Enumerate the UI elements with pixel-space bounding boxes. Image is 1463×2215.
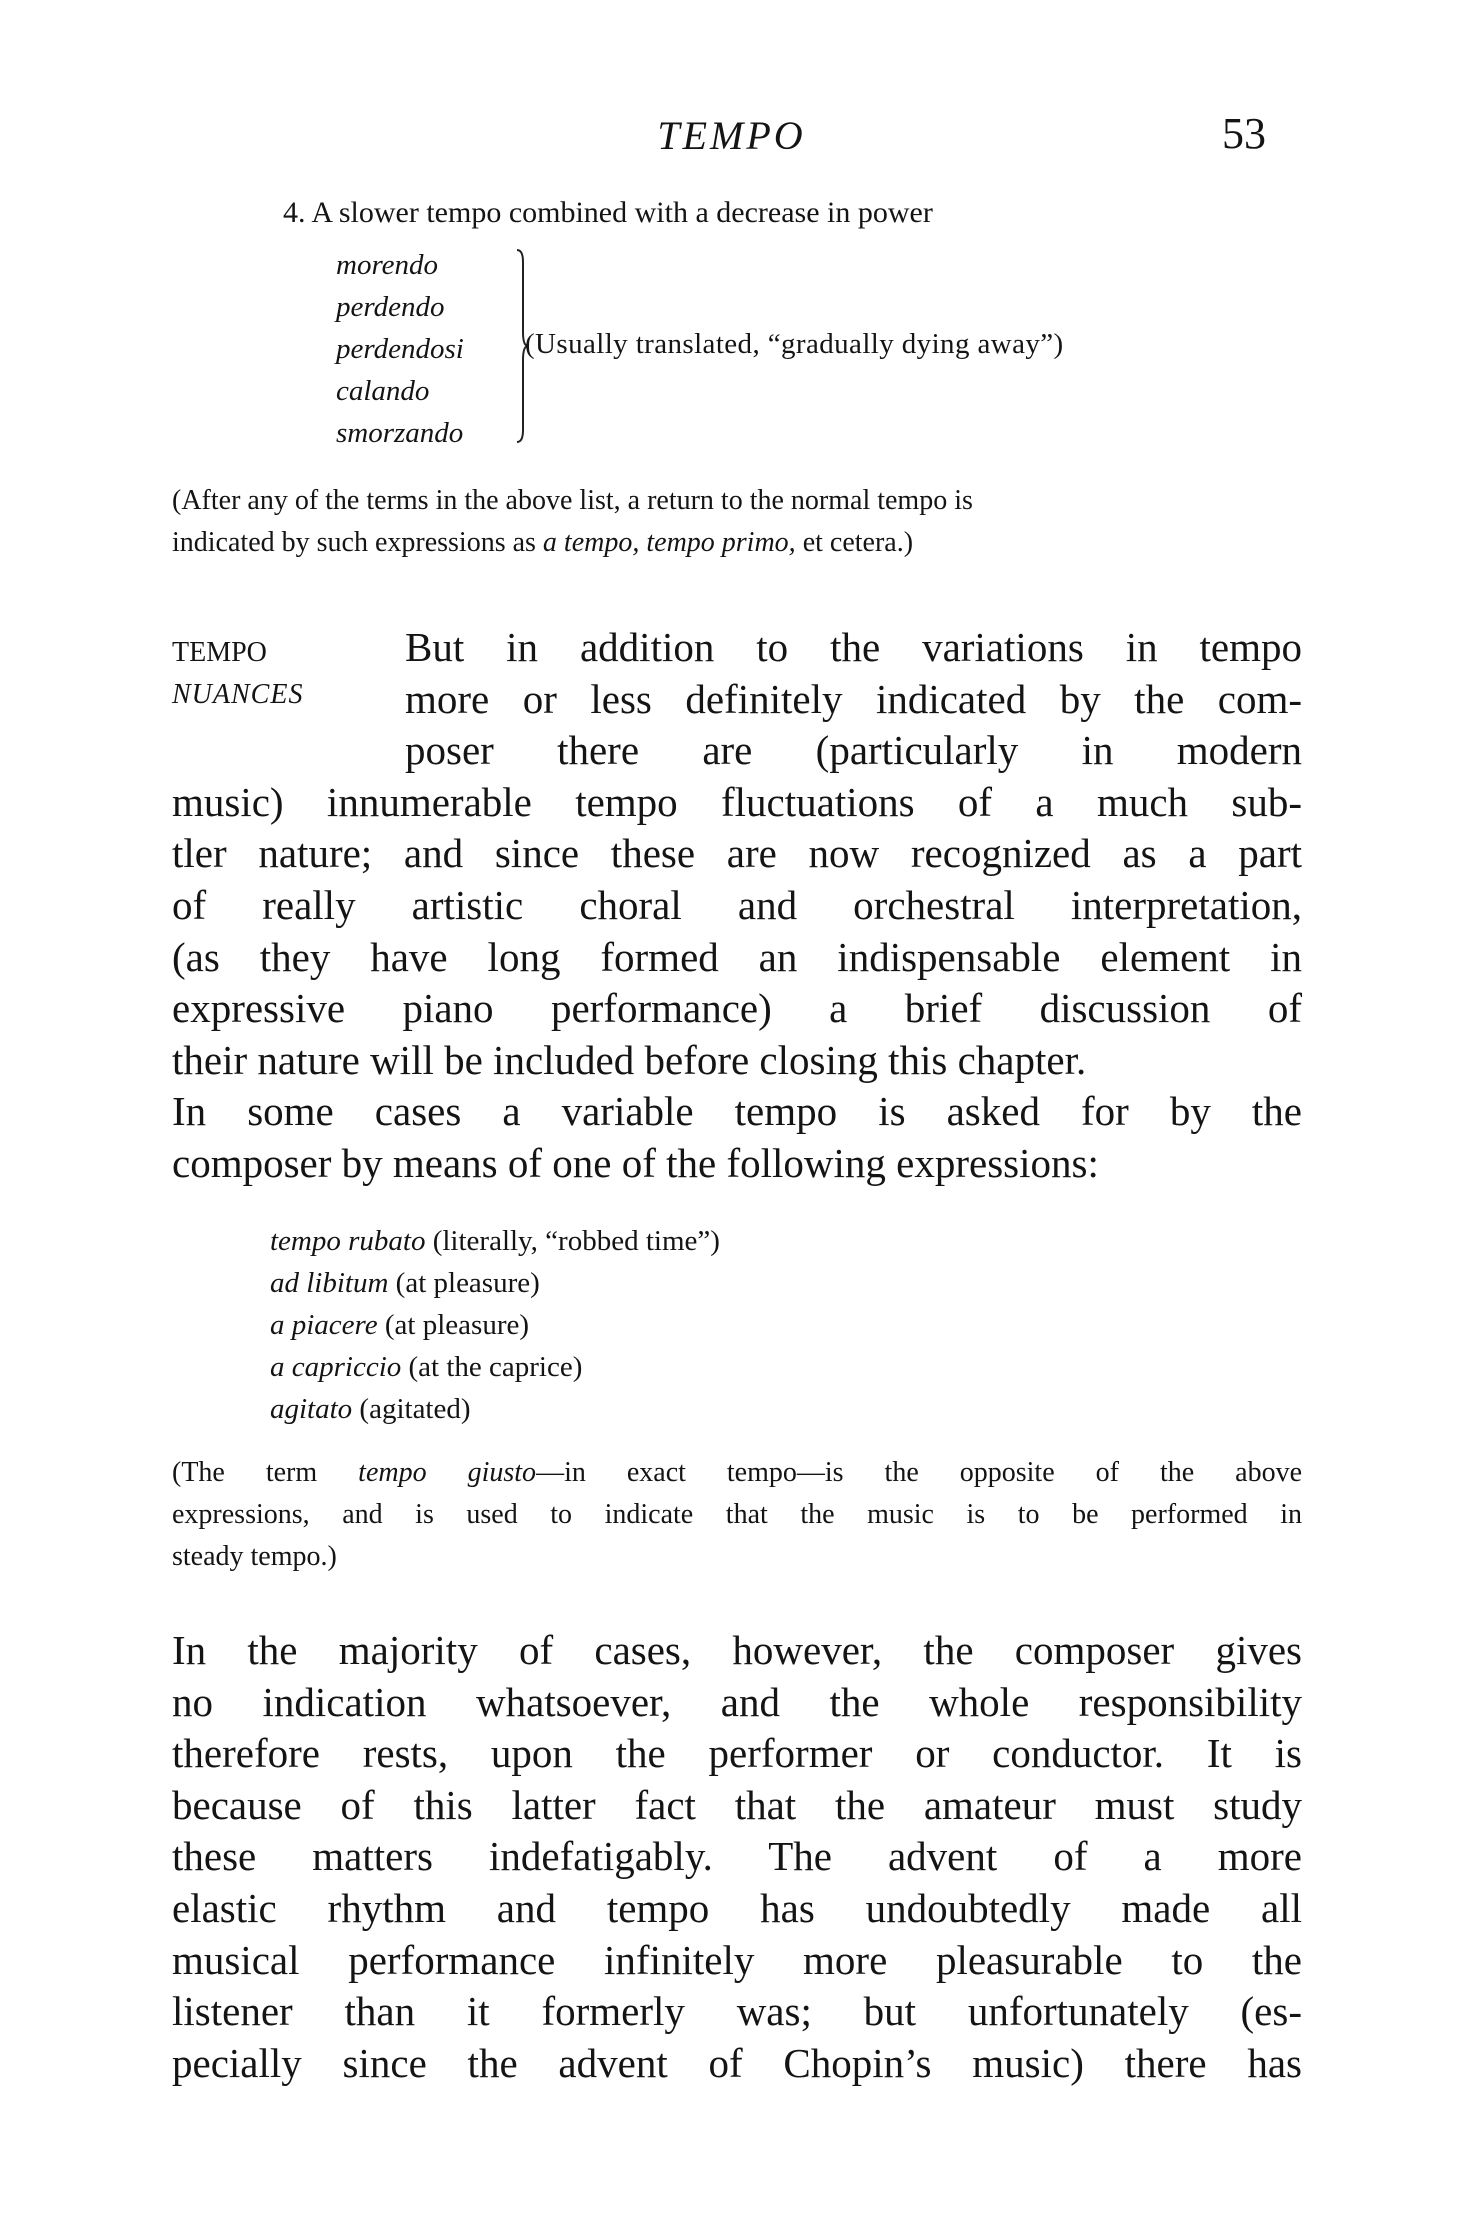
text-line: therefore rests, upon the performer or conductor. It is [172,1730,1302,1777]
term-item: calando [336,375,430,407]
expression-item: ad libitum (at pleasure) [270,1267,540,1299]
tempo-return-note [172,480,1302,564]
text-line: But in addition to the variations in tempo [405,624,1302,670]
term-item: morendo [336,249,439,281]
text-line: music) innumerable tempo fluctuations of a much sub- [172,778,1302,825]
text-line: no indication whatsoever, and the whole responsibility [172,1678,1302,1725]
text-line: these matters indefatigably. The advent of a more [172,1833,1302,1880]
text-line: musical performance infinitely more pleasurable to the [172,1936,1302,1983]
expression-item: tempo rubato (literally, “robbed time”) [270,1225,720,1257]
text-line: listener than it formerly was; but unfortunately (es- [172,1988,1302,2035]
item-heading: 4. A slower tempo combined with a decrease in power [283,196,933,229]
closing-paragraph [172,1625,1302,2089]
page-number: 53 [1222,109,1266,158]
text-line: (as they have long formed an indispensable element in [172,933,1302,980]
tempo-giusto-note [172,1452,1302,1578]
term-item: perdendosi [336,333,464,365]
running-title: TEMPO [657,113,806,158]
text-line: tler nature; and since these are now recognized as a part [172,830,1302,877]
text-line: elastic rhythm and tempo has undoubtedly made all [172,1884,1302,1931]
note-line: (The term tempo giusto—in exact tempo—is the opposite of the above [172,1457,1303,1488]
paragraph-lead [405,622,1302,777]
note-line: expressions, and is used to indicate that the music is to be performed in [172,1499,1302,1530]
side-heading [172,632,303,716]
expression-item: a piacere (at pleasure) [270,1309,529,1341]
note-line: steady tempo.) [172,1541,337,1572]
term: tempo primo, [646,527,796,558]
expression-item: agitato (agitated) [270,1393,471,1425]
expression-item: a capriccio (at the caprice) [270,1351,583,1383]
text-line: more or less definitely indicated by the com- [405,675,1302,722]
text-line: In the majority of cases, however, the composer gives [172,1627,1302,1673]
text-line: pecially since the advent of Chopin’s music) there has [172,2039,1302,2086]
expression-list [270,1220,720,1430]
text-line: because of this latter fact that the amateur must study [172,1781,1302,1828]
text-line: expressive piano performance) a brief discussion of [172,985,1302,1032]
note-line: (After any of the terms in the above list, a return to the normal tempo is [172,485,973,516]
text-line: composer by means of one of the following expressions: [172,1139,1099,1186]
term: tempo giusto [358,1457,537,1488]
term-gloss: (Usually translated, “gradually dying away”) [525,328,1064,360]
text-line: of really artistic choral and orchestral interpretation, [172,881,1302,928]
text-line: poser there are (particularly in modern [405,727,1302,774]
term-list [336,244,464,454]
term: a tempo, [542,527,640,558]
note-line: indicated by such expressions as a tempo, tempo primo, et cetera.) [172,527,914,558]
side-heading-line: NUANCES [172,679,304,710]
side-heading-line: TEMPO [172,637,267,668]
term-item: smorzando [336,417,464,449]
term-item: perdendo [336,291,445,323]
text-line: their nature will be included before closing this chapter. [172,1036,1087,1083]
paragraph-body [172,777,1302,1190]
text-line: In some cases a variable tempo is asked for by the [172,1088,1302,1135]
